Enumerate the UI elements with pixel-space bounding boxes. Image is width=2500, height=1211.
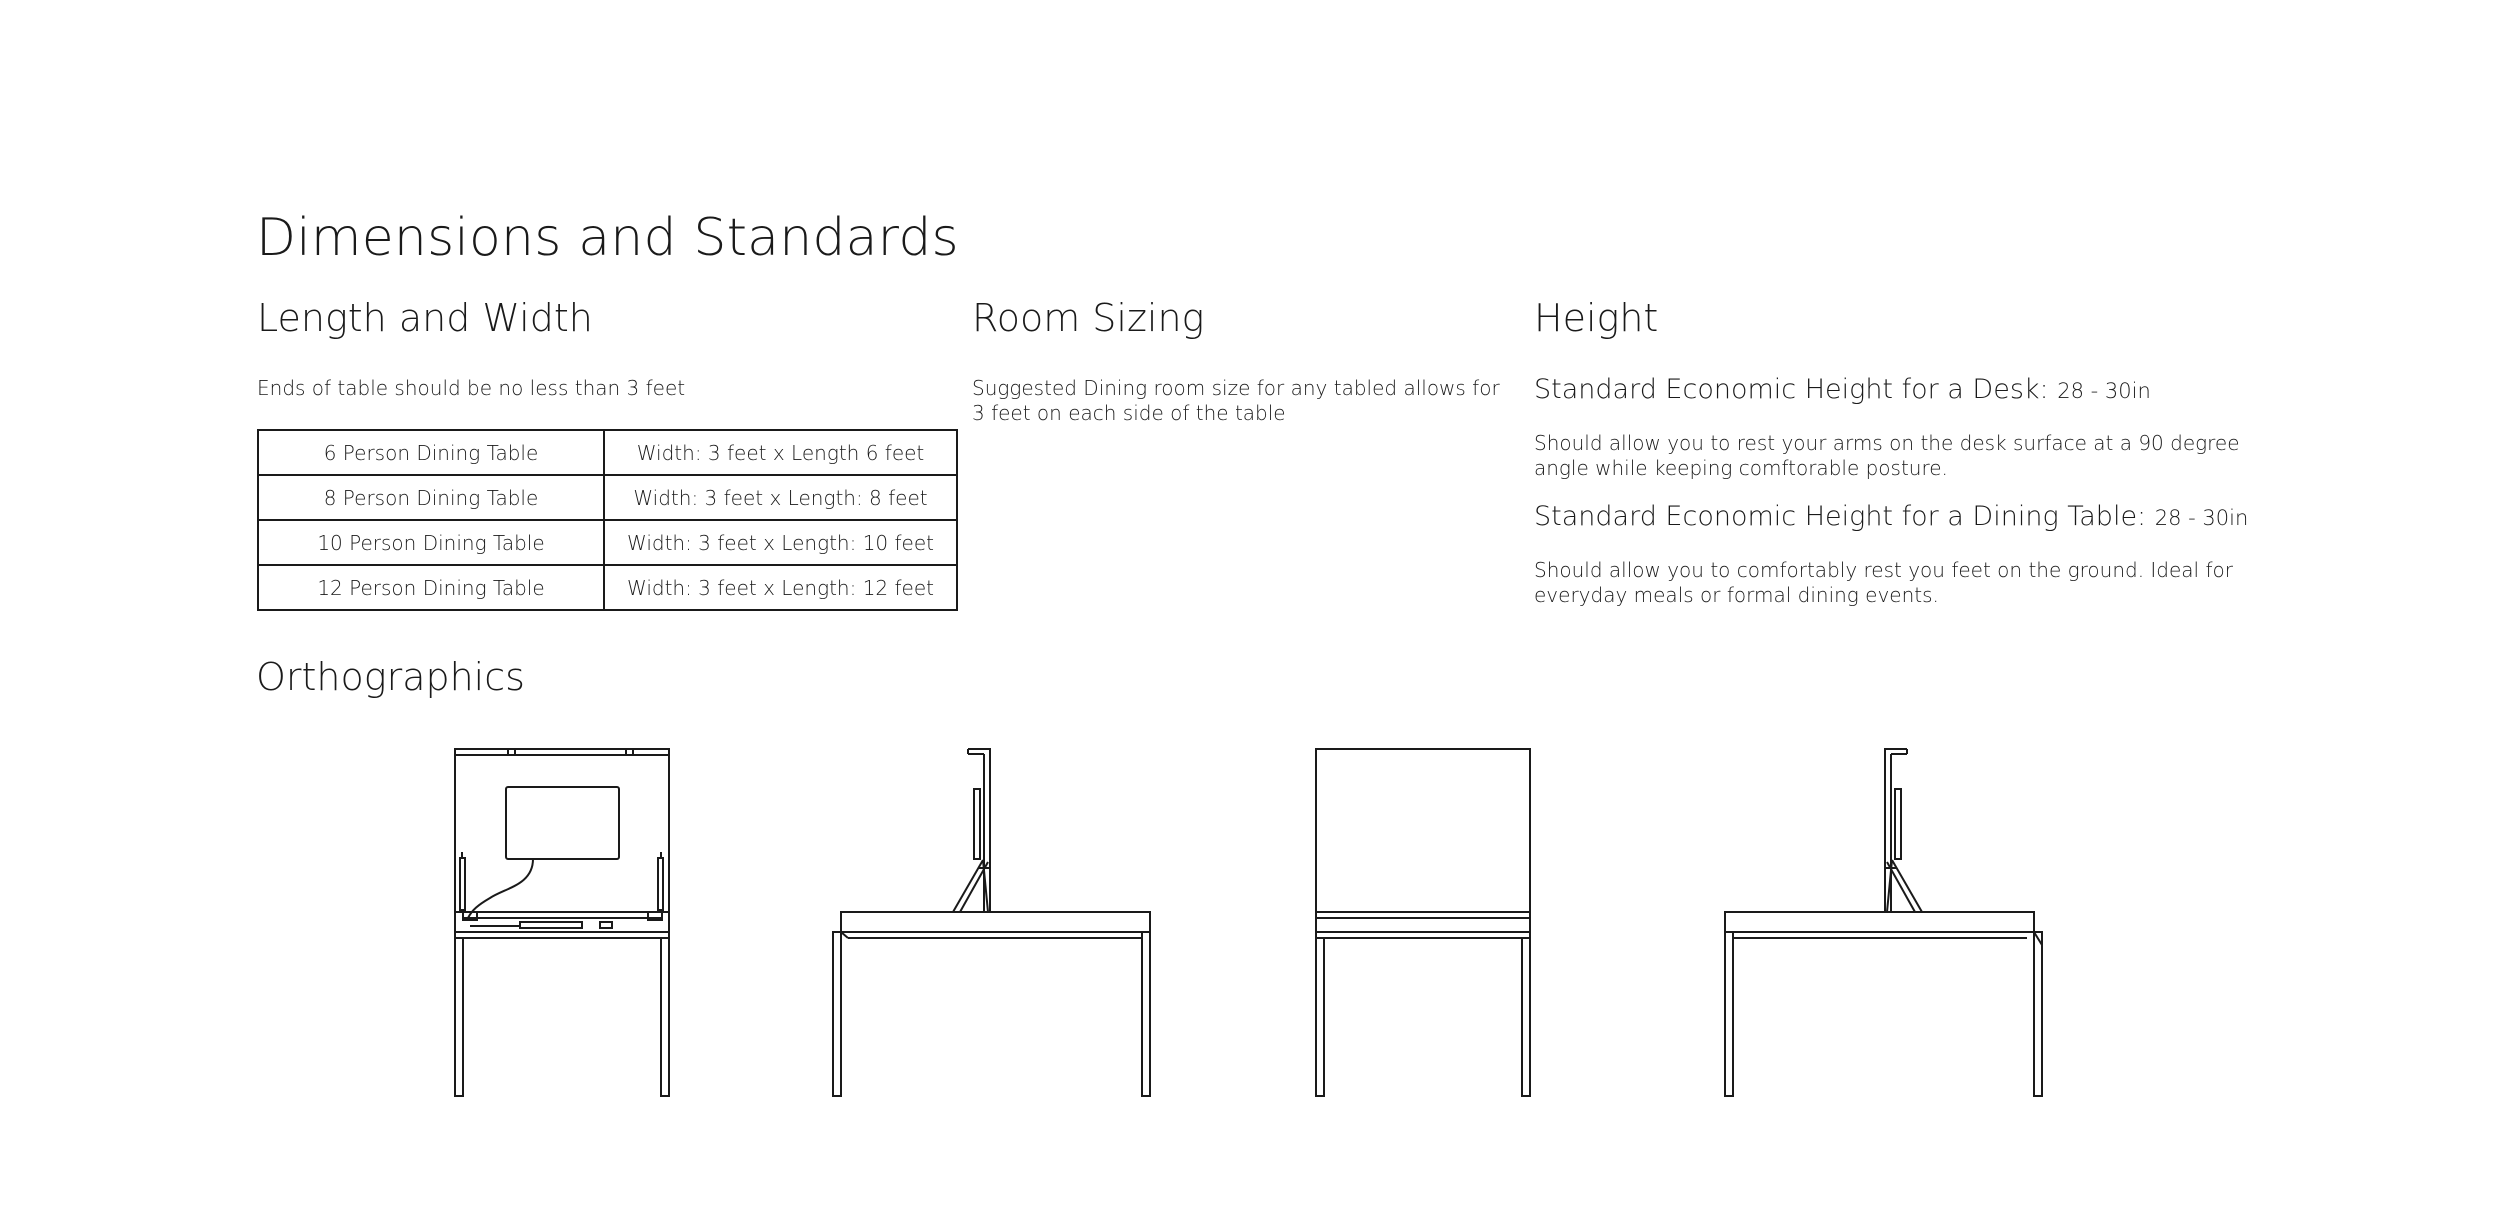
dining-height-value: 28 - 30in xyxy=(2154,506,2249,530)
dining-height-label: Standard Economic Height for a Dining Table: xyxy=(1534,501,2147,532)
orthographics-heading: Orthographics xyxy=(256,655,525,699)
table-type-cell: 6 Person Dining Table xyxy=(258,430,604,475)
dining-height-text: Should allow you to comfortably rest you feet on the ground. Ideal for everyday meals or formal dining events. xyxy=(1534,558,2233,607)
front-view xyxy=(455,749,669,1096)
desk-height-value: 28 - 30in xyxy=(2057,379,2151,403)
height-heading: Height xyxy=(1534,296,1659,340)
page-title: Dimensions and Standards xyxy=(256,208,959,268)
table-size-cell: Width: 3 feet x Length: 10 feet xyxy=(604,520,957,565)
table-size-cell: Width: 3 feet x Length 6 feet xyxy=(604,430,957,475)
length-width-note: Ends of table should be no less than 3 feet xyxy=(257,376,686,400)
left-side-view xyxy=(833,749,1150,1096)
table-type-cell: 10 Person Dining Table xyxy=(258,520,604,565)
room-sizing-heading: Room Sizing xyxy=(972,296,1205,340)
right-side-view xyxy=(1725,749,2042,1096)
back-view xyxy=(1316,749,1530,1096)
desk-height-label: Standard Economic Height for a Desk: xyxy=(1534,374,2049,405)
room-sizing-text: Suggested Dining room size for any tabled allows for 3 feet on each side of the table xyxy=(972,376,1500,425)
length-width-heading: Length and Width xyxy=(257,296,593,340)
table-type-cell: 12 Person Dining Table xyxy=(258,565,604,610)
table-size-cell: Width: 3 feet x Length: 12 feet xyxy=(604,565,957,610)
table-size-cell: Width: 3 feet x Length: 8 feet xyxy=(604,475,957,520)
desk-height-text: Should allow you to rest your arms on the desk surface at a 90 degree angle while keeping comftorable posture. xyxy=(1534,431,2240,480)
table-type-cell: 8 Person Dining Table xyxy=(258,475,604,520)
